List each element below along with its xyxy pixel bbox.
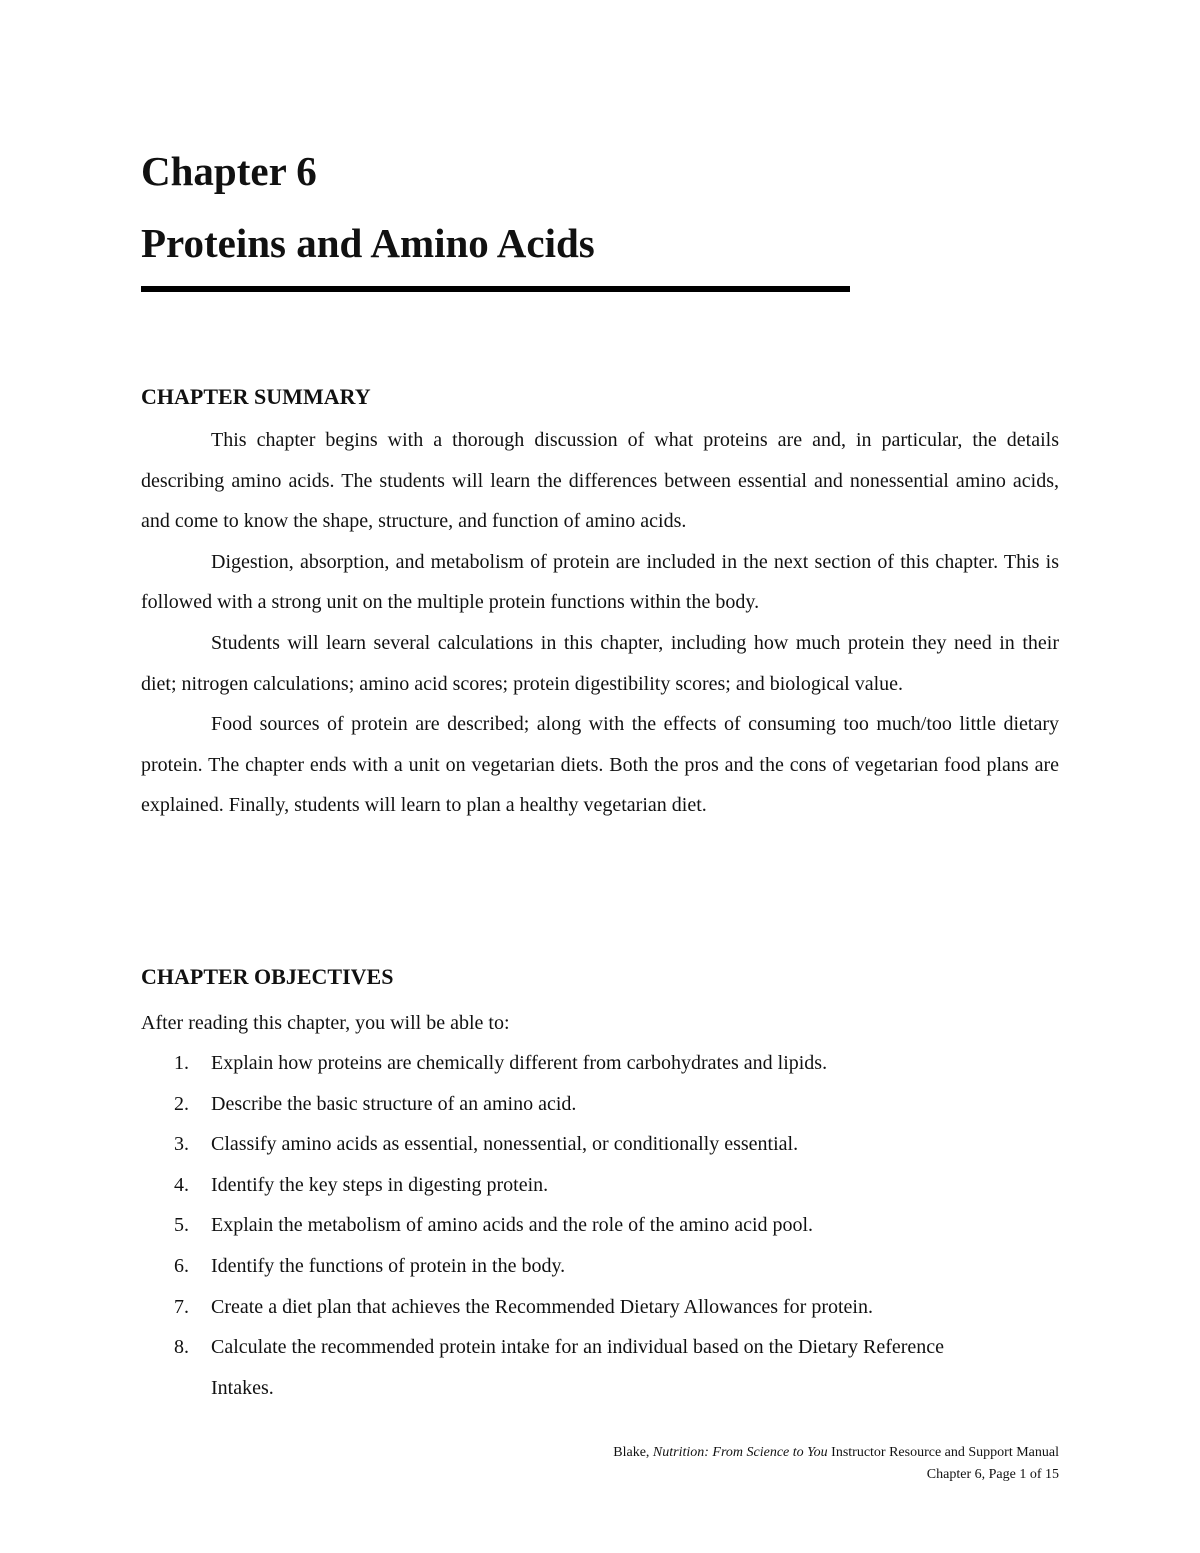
- summary-paragraph: Students will learn several calculations in this chapter, including how much protein they need in their diet; nitrogen calculations; amino acid scores; protein digestibility scores; and biological value.: [141, 631, 1059, 695]
- objective-number: 4.: [174, 1173, 189, 1196]
- chapter-title: Proteins and Amino Acids: [141, 220, 595, 266]
- summary-paragraph: Food sources of protein are described; along with the effects of consuming too much/too little dietary protein. The chapter ends with a unit on vegetarian diets. Both the pros and the cons of vegetarian food plans are explained. Finally, students will learn to plan a healthy vegetarian diet.: [141, 713, 1059, 817]
- summary-body: [141, 420, 1059, 826]
- objective-number: 8.: [174, 1336, 189, 1359]
- objective-item: [141, 1287, 1059, 1328]
- objective-text: Identify the key steps in digesting protein.: [211, 1173, 549, 1196]
- summary-paragraph: Digestion, absorption, and metabolism of protein are included in the next section of this chapter. This is followed with a strong unit on the multiple protein functions within the body.: [141, 550, 1059, 614]
- objective-item: [141, 1043, 1059, 1084]
- objective-item: [141, 1205, 1059, 1246]
- objectives-intro: After reading this chapter, you will be able to:: [141, 1012, 510, 1034]
- objective-number: 6.: [174, 1254, 189, 1277]
- footer-author: Blake,: [613, 1445, 650, 1460]
- objective-item: [141, 1124, 1059, 1165]
- objective-number: 2.: [174, 1092, 189, 1115]
- objective-number: 5.: [174, 1214, 189, 1237]
- objective-text: Describe the basic structure of an amino acid.: [211, 1092, 577, 1115]
- objectives-heading: CHAPTER OBJECTIVES: [141, 964, 394, 989]
- objective-item: [141, 1165, 1059, 1206]
- chapter-number: Chapter 6: [141, 148, 317, 194]
- page-footer: [613, 1442, 1059, 1486]
- objective-item: [141, 1327, 1059, 1408]
- objective-text: Classify amino acids as essential, nonessential, or conditionally essential.: [211, 1133, 799, 1156]
- title-divider: [141, 286, 850, 292]
- footer-page-info: Chapter 6, Page 1 of 15: [926, 1467, 1059, 1482]
- objective-text: Identify the functions of protein in the body.: [211, 1254, 566, 1277]
- objective-text: Explain the metabolism of amino acids and the role of the amino acid pool.: [211, 1214, 814, 1237]
- footer-book-title: Nutrition: From Science to You: [652, 1445, 828, 1460]
- objectives-list: [141, 1043, 1059, 1408]
- summary-heading: CHAPTER SUMMARY: [141, 384, 371, 409]
- objective-number: 7.: [174, 1295, 189, 1318]
- objective-number: 1.: [174, 1052, 189, 1074]
- objective-item: [141, 1084, 1059, 1125]
- objective-text: Calculate the recommended protein intake for an individual based on the Dietary Reference Intakes.: [211, 1336, 945, 1399]
- objective-text: Create a diet plan that achieves the Recommended Dietary Allowances for protein.: [211, 1295, 873, 1318]
- footer-citation: [613, 1442, 1059, 1464]
- summary-paragraph: This chapter begins with a thorough discussion of what proteins are and, in particular, the details describing amino acids. The students will learn the differences between essential and nonessential amino acids, and come to know the shape, structure, and function of amino acids.: [141, 429, 1059, 533]
- objective-item: [141, 1246, 1059, 1287]
- objective-number: 3.: [174, 1133, 189, 1156]
- objective-text: Explain how proteins are chemically different from carbohydrates and lipids.: [211, 1052, 828, 1074]
- footer-manual: Instructor Resource and Support Manual: [831, 1445, 1059, 1460]
